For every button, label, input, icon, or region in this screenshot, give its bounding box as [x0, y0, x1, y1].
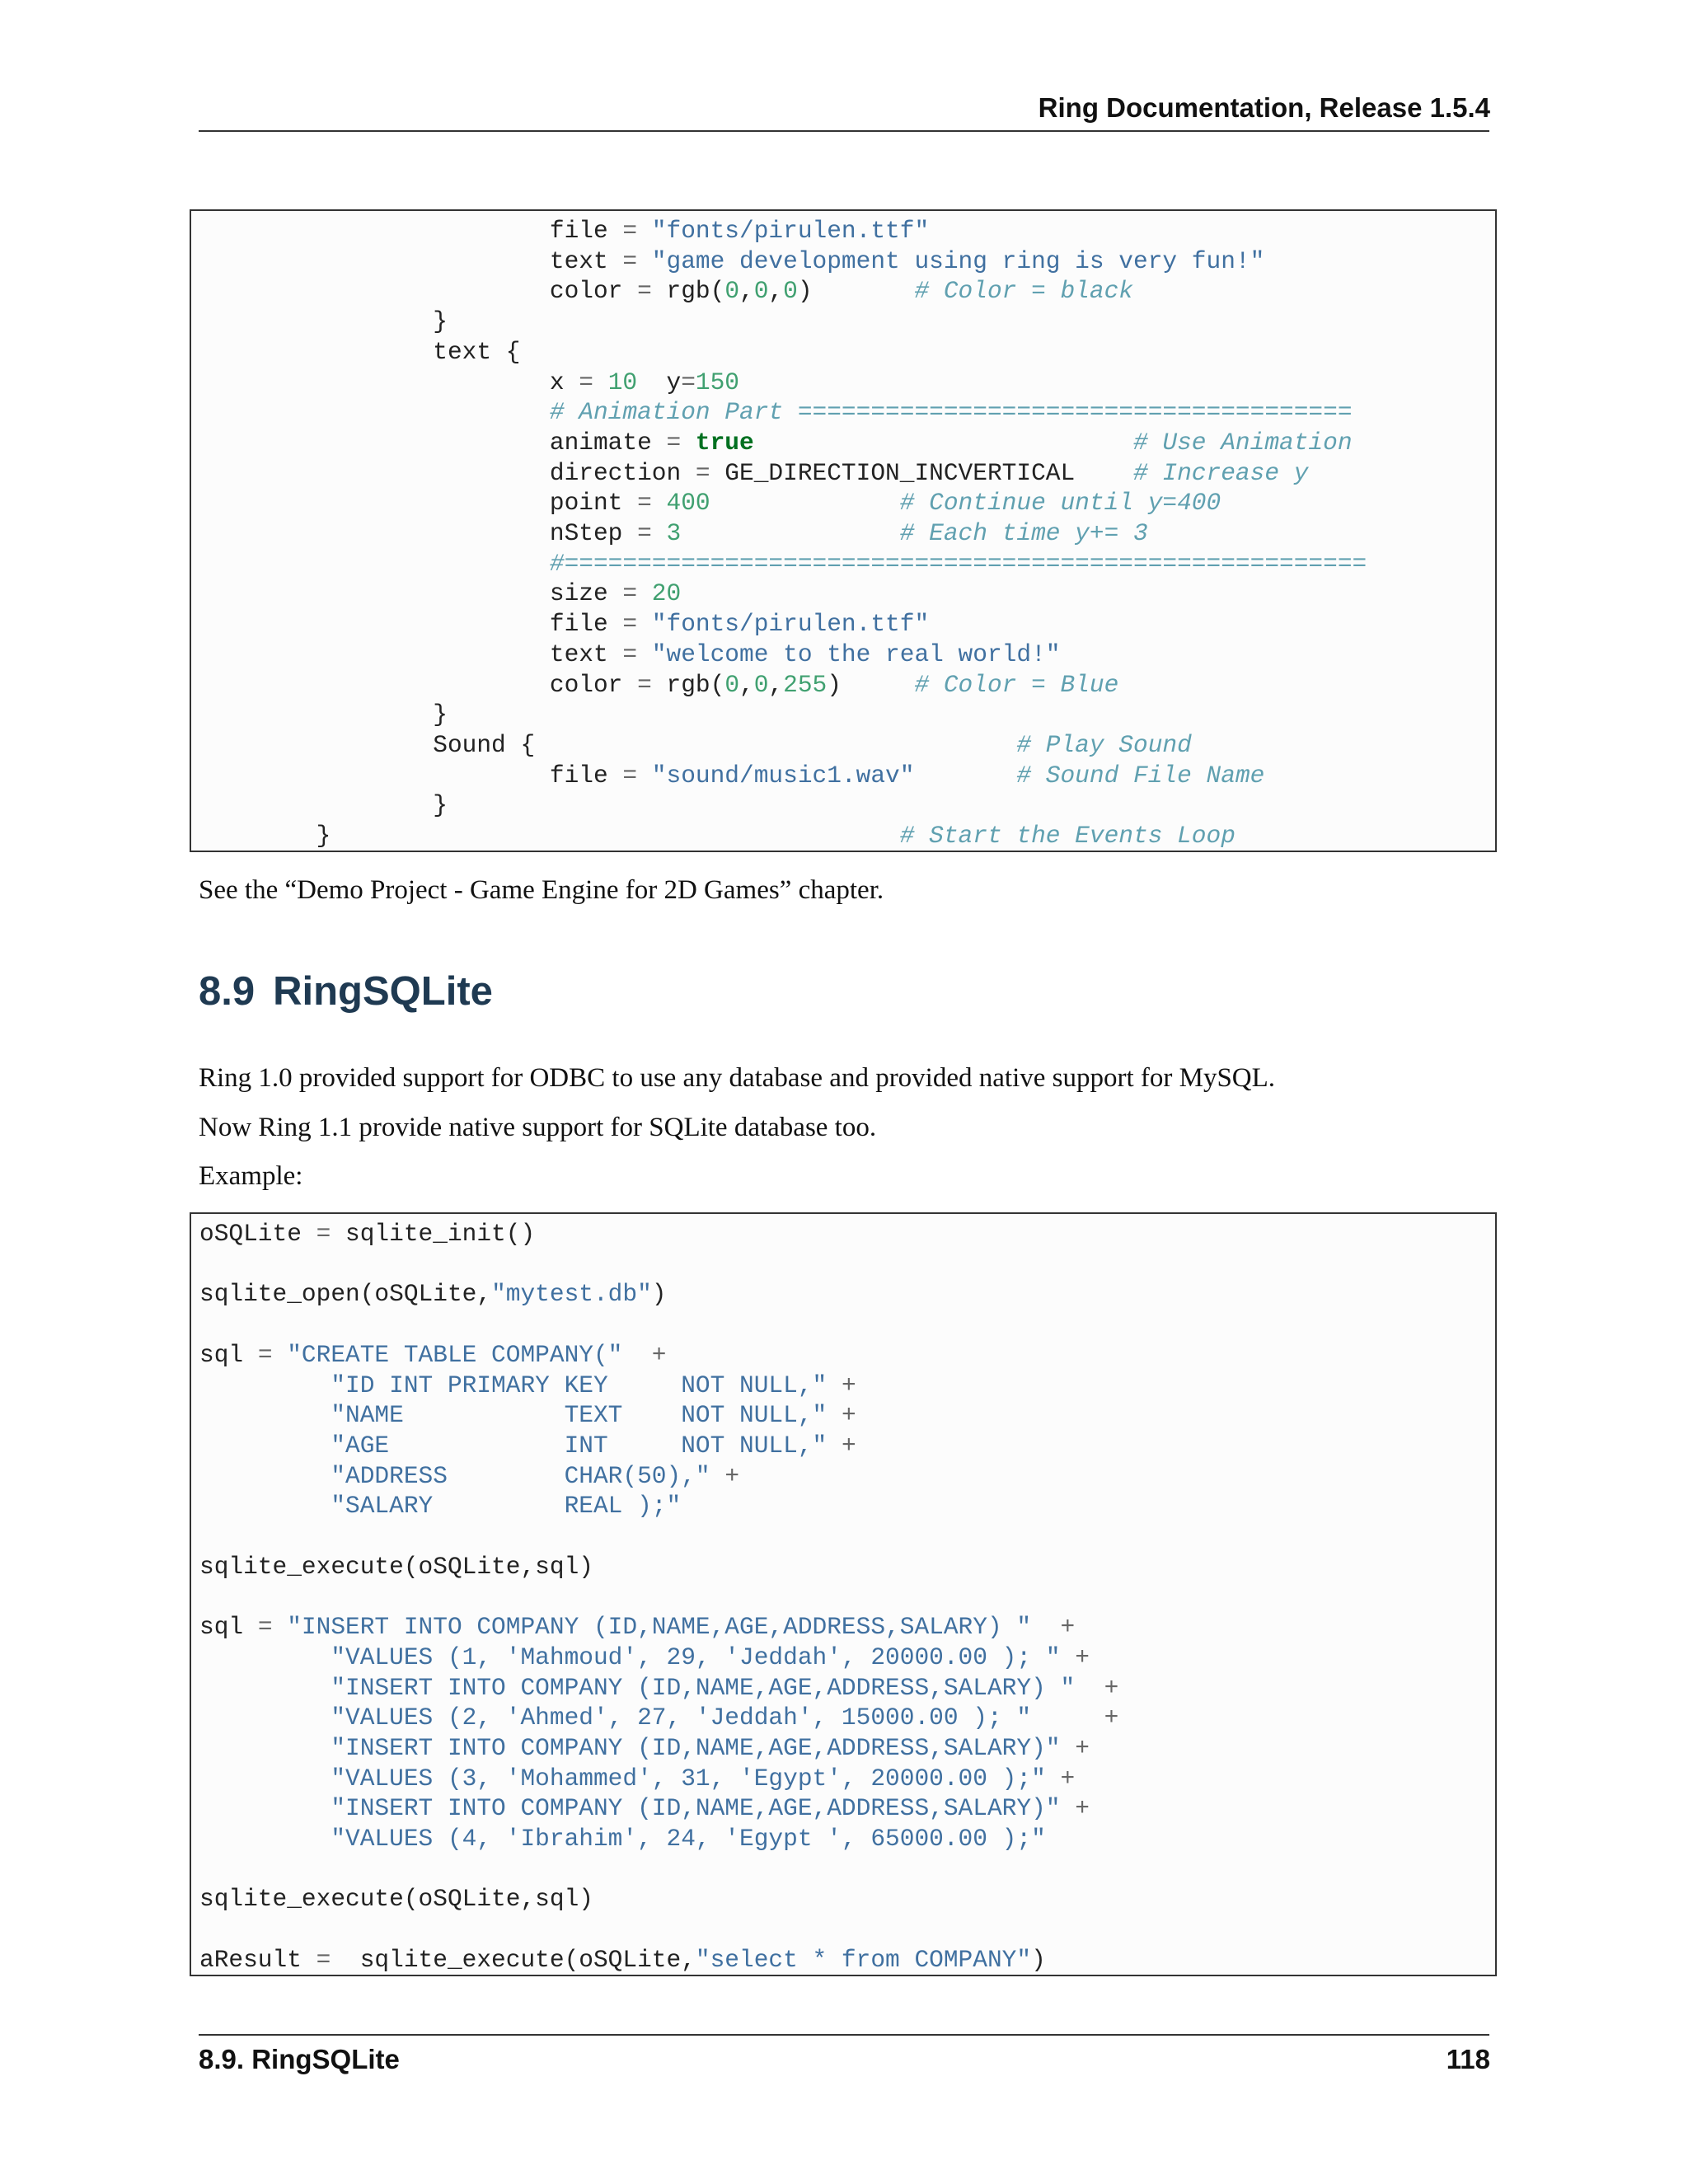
- code-line: }: [199, 307, 448, 336]
- code-line: color = rgb(0,0,0) # Color = black: [199, 277, 1133, 306]
- code-line: [199, 1310, 1487, 1340]
- code-block-game-engine: [190, 209, 1497, 852]
- code-block-sqlite-example: [190, 1212, 1497, 1976]
- code-line: [199, 1582, 1487, 1612]
- code-line: [199, 1249, 1487, 1280]
- footer-rule: [199, 2034, 1489, 2036]
- code-line: "VALUES (1, 'Mahmoud', 29, 'Jeddah', 20000.00 ); " +: [331, 1643, 1090, 1671]
- code-line: #=======================================================: [549, 549, 1367, 578]
- code-line: "INSERT INTO COMPANY (ID,NAME,AGE,ADDRESS,SALARY)" +: [331, 1733, 1090, 1762]
- code-line: "INSERT INTO COMPANY (ID,NAME,AGE,ADDRESS,SALARY) " +: [331, 1673, 1119, 1702]
- code-line: "VALUES (2, 'Ahmed', 27, 'Jeddah', 15000.00 ); " +: [331, 1704, 1119, 1732]
- code-line: x = 10 y=150: [199, 368, 740, 396]
- code-line: text = "welcome to the real world!": [199, 640, 1061, 668]
- paragraph-example-label: Example:: [199, 1161, 303, 1191]
- code-line: }: [199, 701, 448, 729]
- code-line: sql = "INSERT INTO COMPANY (ID,NAME,AGE,ADDRESS,SALARY) " +: [199, 1613, 1076, 1642]
- code-line: [199, 1854, 1487, 1885]
- code-line: sql = "CREATE TABLE COMPANY(" +: [199, 1340, 667, 1369]
- code-line: animate = true # Use Animation: [199, 428, 1353, 457]
- code-line: file = "sound/music1.wav" # Sound File Name: [199, 761, 1265, 790]
- code-line: text = "game development using ring is very fun!": [199, 246, 1265, 275]
- code-line: "INSERT INTO COMPANY (ID,NAME,AGE,ADDRESS,SALARY)" +: [331, 1794, 1090, 1823]
- code-line: "SALARY REAL );": [331, 1492, 682, 1521]
- code-line: "ID INT PRIMARY KEY NOT NULL," +: [331, 1371, 856, 1399]
- code-line: sqlite_open(oSQLite,"mytest.db"): [199, 1280, 667, 1309]
- code-line: size = 20: [199, 579, 682, 608]
- code-line: sqlite_execute(oSQLite,sql): [199, 1885, 593, 1914]
- code-line: file = "fonts/pirulen.ttf": [199, 217, 930, 245]
- running-header-title: Ring Documentation, Release 1.5.4: [1038, 92, 1490, 123]
- code-line: "NAME TEXT NOT NULL," +: [331, 1401, 856, 1430]
- code-line: sqlite_execute(oSQLite,sql): [199, 1552, 593, 1581]
- code-listing: [191, 211, 1495, 851]
- code-line: direction = GE_DIRECTION_INCVERTICAL # Increase y: [199, 458, 1309, 487]
- code-line: "VALUES (3, 'Mohammed', 31, 'Egypt', 20000.00 );" +: [331, 1764, 1076, 1793]
- section-number: 8.9: [199, 969, 256, 1014]
- section-title: RingSQLite: [273, 969, 493, 1014]
- code-line: "AGE INT NOT NULL," +: [331, 1431, 856, 1460]
- footer-section-label: 8.9. RingSQLite: [199, 2044, 400, 2074]
- code-line: "ADDRESS CHAR(50)," +: [331, 1461, 740, 1490]
- header-rule: [199, 130, 1489, 132]
- code-line: oSQLite = sqlite_init(): [199, 1220, 536, 1248]
- paragraph-demo-project: See the “Demo Project - Game Engine for 2D Games” chapter.: [199, 875, 884, 905]
- code-line: color = rgb(0,0,255) # Color = Blue: [199, 670, 1119, 699]
- code-line: } # Start the Events Loop: [199, 822, 1236, 851]
- paragraph-odbc: Ring 1.0 provided support for ODBC to use any database and provided native support for MySQL.: [199, 1063, 1276, 1093]
- code-line: file = "fonts/pirulen.ttf": [199, 610, 930, 639]
- code-line: "VALUES (4, 'Ibrahim', 24, 'Egypt ', 65000.00 );": [331, 1825, 1046, 1854]
- code-line: }: [199, 791, 448, 820]
- code-line: nStep = 3 # Each time y+= 3: [199, 519, 1148, 548]
- code-line: aResult = sqlite_execute(oSQLite,"select * from COMPANY"): [199, 1945, 1046, 1974]
- page-number: 118: [1446, 2044, 1490, 2074]
- code-listing: [191, 1214, 1495, 1975]
- code-line: # Animation Part ======================================: [549, 398, 1353, 427]
- code-line: text {: [199, 337, 521, 366]
- section-heading: [199, 968, 493, 1015]
- code-line: [199, 1915, 1487, 1945]
- code-line: [199, 1521, 1487, 1552]
- code-line: point = 400 # Continue until y=400: [199, 489, 1221, 518]
- paragraph-sqlite: Now Ring 1.1 provide native support for SQLite database too.: [199, 1113, 877, 1142]
- code-line: Sound { # Play Sound: [199, 730, 1192, 759]
